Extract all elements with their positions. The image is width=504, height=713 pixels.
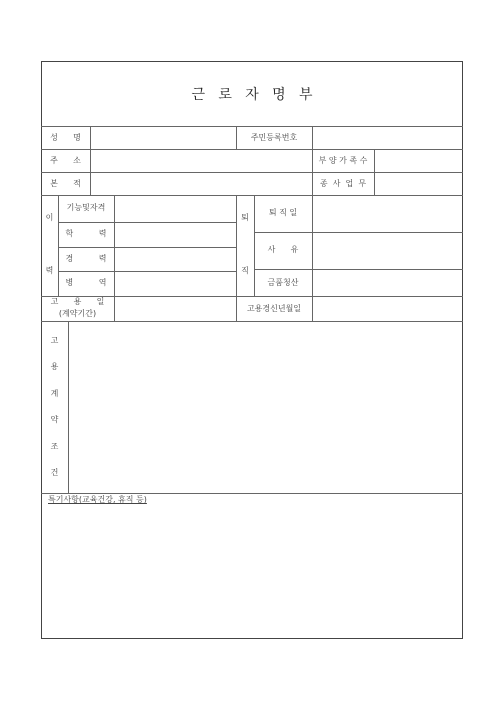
- label-remarks: 특기사항(교육건강, 휴직 등): [48, 495, 147, 504]
- divider: [41, 149, 463, 150]
- label-retire-date: 퇴 직 일: [268, 208, 298, 217]
- divider: [312, 126, 313, 149]
- label-resident-number: 주민등록번호: [250, 133, 298, 142]
- label-terms-3: 계: [50, 389, 59, 398]
- label-history-top: 이: [45, 213, 54, 222]
- label-renewal-date: 고용경신년월일: [246, 304, 302, 313]
- divider: [254, 269, 463, 270]
- label-terms-5: 조: [50, 442, 59, 451]
- label-contract-period: (계약기간): [58, 309, 97, 318]
- divider: [58, 222, 236, 223]
- divider: [114, 195, 115, 296]
- label-terms-1: 고: [50, 336, 59, 345]
- divider: [58, 271, 236, 272]
- worker-register-form: [41, 61, 463, 639]
- label-job-duty: 종 사 업 무: [319, 179, 367, 188]
- label-education: 학 력: [65, 229, 107, 238]
- label-skills: 기능및자격: [66, 203, 106, 212]
- label-address: 주 소: [50, 156, 81, 165]
- divider: [312, 296, 313, 321]
- label-terms-2: 용: [50, 362, 59, 371]
- divider: [41, 195, 463, 196]
- label-military: 병 역: [65, 278, 107, 287]
- label-domicile: 본 적: [50, 179, 81, 188]
- divider: [90, 126, 91, 195]
- divider: [114, 296, 115, 321]
- divider: [41, 321, 463, 322]
- label-reason: 사 유: [267, 245, 299, 254]
- label-retire-bottom: 직: [241, 266, 249, 275]
- form-title: 근 로 자 명 부: [191, 87, 313, 103]
- label-settlement: 금품청산: [267, 278, 299, 287]
- label-history-bottom: 력: [45, 266, 54, 275]
- divider: [41, 493, 463, 494]
- label-hire-date: 고 용 일: [50, 297, 105, 306]
- label-terms-4: 약: [50, 415, 59, 424]
- label-retire-top: 퇴: [241, 213, 249, 222]
- label-terms-6: 건: [50, 468, 59, 477]
- divider: [254, 232, 463, 233]
- label-career: 경 력: [65, 254, 107, 263]
- divider: [374, 149, 375, 195]
- divider: [41, 172, 463, 173]
- divider: [68, 321, 69, 493]
- divider: [58, 247, 236, 248]
- divider: [312, 195, 313, 296]
- label-dependents: 부 양 가 족 수: [318, 156, 368, 165]
- label-name: 성 명: [50, 133, 81, 142]
- divider: [41, 126, 463, 127]
- divider: [236, 195, 237, 296]
